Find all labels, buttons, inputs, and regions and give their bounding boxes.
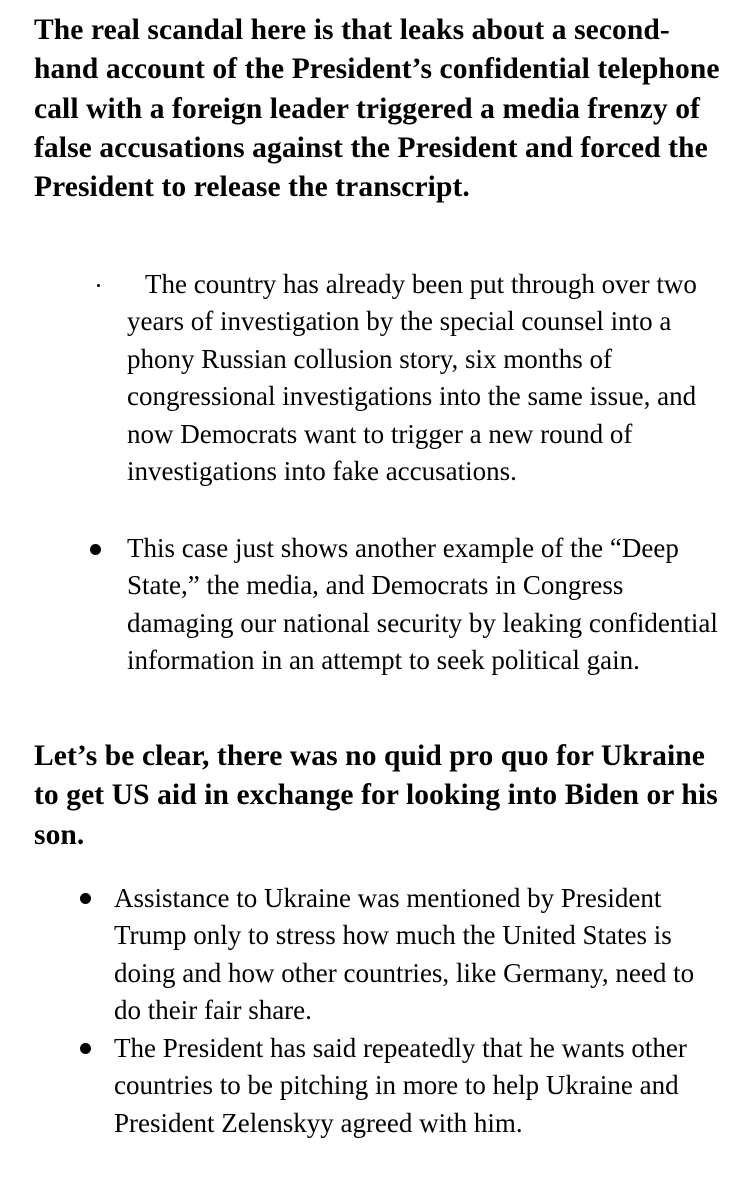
bullet-marker: [80, 1043, 91, 1054]
bullet-item-pitching-in: The President has said repeatedly that he wants other countries to be pitching in more to help Ukraine and President Zelenskyy agreed with him.: [114, 1033, 687, 1138]
bullet-marker: [90, 544, 101, 555]
section-heading-leaks: The real scandal here is that leaks about a second-hand account of the President’s confidential telephone call with a foreign leader triggered a media frenzy of false accusations against the President and forced the President to release the transcript.: [34, 14, 720, 204]
bullet-item-assistance: Assistance to Ukraine was mentioned by President Trump only to stress how much the United States is doing and how other countries, like Germany, need to do their fair share.: [114, 883, 695, 1026]
bullet-marker: [97, 284, 100, 287]
bullet-item-deep-state: This case just shows another example of the “Deep State,” the media, and Democrats in Congress damaging our national security by leaking confidential information in an attempt to seek political gain.: [127, 533, 718, 676]
section-heading-quid-pro-quo: Let’s be clear, there was no quid pro quo for Ukraine to get US aid in exchange for looking into Biden or his son.: [34, 740, 718, 851]
bullet-marker: [80, 893, 91, 904]
bullet-item-investigations: The country has already been put through over two years of investigation by the special counsel into a phony Russian collusion story, six months of congressional investigations into the same issue, and now Democrats want to trigger a new round of investigations into fake accusations.: [127, 269, 697, 487]
